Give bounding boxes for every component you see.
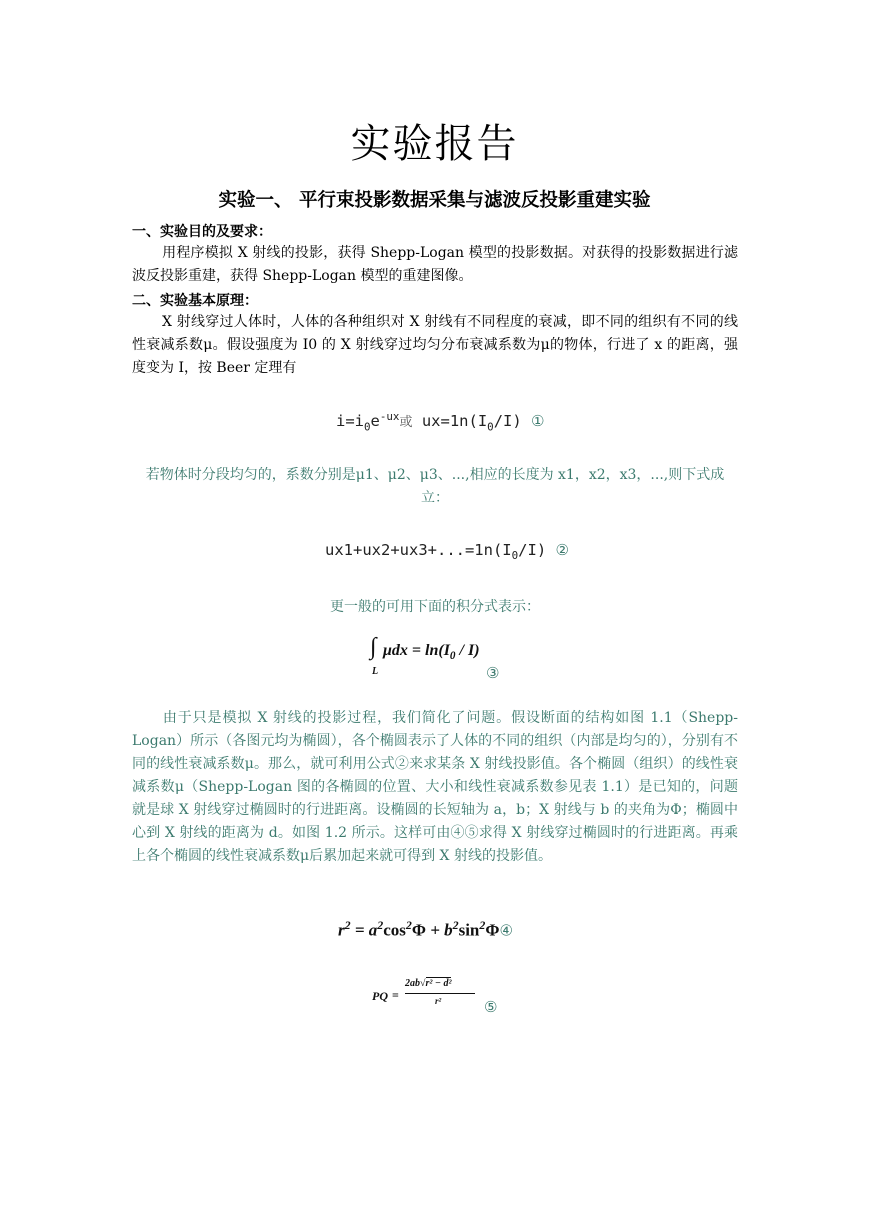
eq5-2ab: 2ab (405, 978, 420, 989)
eq2-body: ux1+ux2+ux3+...=1n(I (325, 541, 512, 559)
eq3-body (383, 642, 480, 662)
eq4-number: ④ (499, 921, 513, 940)
eq1-lhs-sub: 0 (364, 420, 371, 434)
eq1-rhs-end: /I) (493, 412, 522, 431)
eq3-end: / I) (455, 642, 480, 659)
eq1-e: e (370, 412, 380, 431)
integral-paragraph: 更一般的可用下面的积分式表示： (330, 599, 540, 615)
eq3-sub: 0 (449, 650, 456, 663)
equation-3 (370, 634, 510, 682)
section-2-heading: 二、实验基本原理： (132, 293, 258, 309)
eq4-sup-2: 2 (377, 918, 384, 932)
eq2-number: ② (555, 541, 569, 559)
section-1-heading: 一、实验目的及要求： (132, 224, 272, 240)
eq3-number: ③ (486, 664, 500, 682)
eq1-rhs: ux=1n(I (421, 412, 488, 431)
integral-subscript: L (372, 666, 379, 677)
equation-2 (325, 541, 569, 562)
equation-5 (372, 976, 512, 1016)
eq1-rhs-sub: 0 (487, 420, 494, 434)
eq1-exponent: -ux (379, 410, 400, 423)
eq4-phi: Φ (411, 920, 426, 940)
eq4-sup-4: 2 (452, 918, 459, 932)
section-1-body (132, 242, 738, 288)
section-1-text: 用程序模拟 X 射线的投影，获得 Shepp-Logan 模型的投影数据。对获得的投影数据进行滤波反投影重建，获得 Shepp-Logan 模型的重建图像。 (132, 245, 738, 284)
eq5-fraction-bar (405, 993, 475, 994)
eq5-equals: = (392, 988, 399, 1002)
eq4-b: b (444, 920, 453, 940)
eq4-phi-2: Φ (485, 920, 500, 940)
section-2-text: X 射线穿过人体时，人体的各种组织对 X 射线有不同程度的衰减，即不同的组织有不同的线性衰减系数μ。假设强度为 I0 的 X 射线穿过均匀分布衰减系数为μ的物体，行进了 x 的距离，强度变为 I，按 Beer 定理有 (132, 314, 738, 376)
eq5-denominator: r² (435, 996, 442, 1006)
eq4-sup-5: 2 (479, 918, 486, 932)
eq4-sin: sin (458, 920, 480, 940)
eq2-sub: 0 (511, 549, 519, 563)
model-paragraph (132, 707, 738, 868)
model-text: 由于只是模拟 X 射线的投影过程，我们简化了问题。假设断面的结构如图 1.1（Shepp-Logan）所示（各图元均为椭圆），各个椭圆表示了人体的不同的组织（内部是均匀的），分别有不同的线性衰减系数μ。那么，就可利用公式②来求某条 X 射线投影值。各个椭圆（组织）的线性衰减系数μ（Shepp-Logan 图的各椭圆的位置、大小和线性衰减系数参见表 1.1）是已知的，问题就是球 X 射线穿过椭圆时的行进距离。设椭圆的长短轴为 a，b；X 射线与 b 的夹角为Φ；椭圆中心到 X 射线的距离为 d。如图 1.2 所示。这样可由④⑤求得 X 射线穿过椭圆时的行进距离。再乘上各个椭圆的线性衰减系数μ后累加起来就可得到 X 射线的投影值。 (132, 710, 738, 864)
eq5-lhs: PQ (372, 989, 388, 1003)
eq4-plus: + (425, 920, 445, 940)
eq4-cos: cos (383, 920, 406, 940)
eq1-or: 或 (399, 415, 413, 431)
eq4-sup-3: 2 (405, 918, 412, 932)
integral-sign: ∫ (370, 634, 377, 660)
eq5-radicand: r² − d² (425, 978, 452, 989)
eq5-number: ⑤ (484, 998, 498, 1016)
eq4-a: a (368, 920, 378, 940)
eq1-number: ① (531, 412, 545, 431)
eq1-lhs: i=i (336, 412, 364, 431)
equation-4 (338, 918, 513, 941)
eq2-end: /I) (518, 541, 547, 559)
report-title: 实验报告 (350, 121, 519, 167)
eq4-r: r (338, 920, 345, 940)
section-2-body (132, 311, 738, 380)
eq4-sup-1: 2 (344, 918, 351, 932)
eq4-equals: = (350, 920, 369, 940)
eq3-main: μdx = ln(I (383, 642, 450, 659)
experiment-title: 实验一、 平行束投影数据采集与滤波反投影重建实验 (218, 190, 651, 211)
eq5-numerator (405, 978, 451, 989)
equation-1 (336, 410, 544, 433)
segments-paragraph: 若物体时分段均匀的，系数分别是μ1、μ2、μ3、...,相应的长度为 x1，x2，x3，...,则下式成立： (145, 467, 725, 506)
eq5-sqrt-sign: √ (420, 978, 426, 989)
